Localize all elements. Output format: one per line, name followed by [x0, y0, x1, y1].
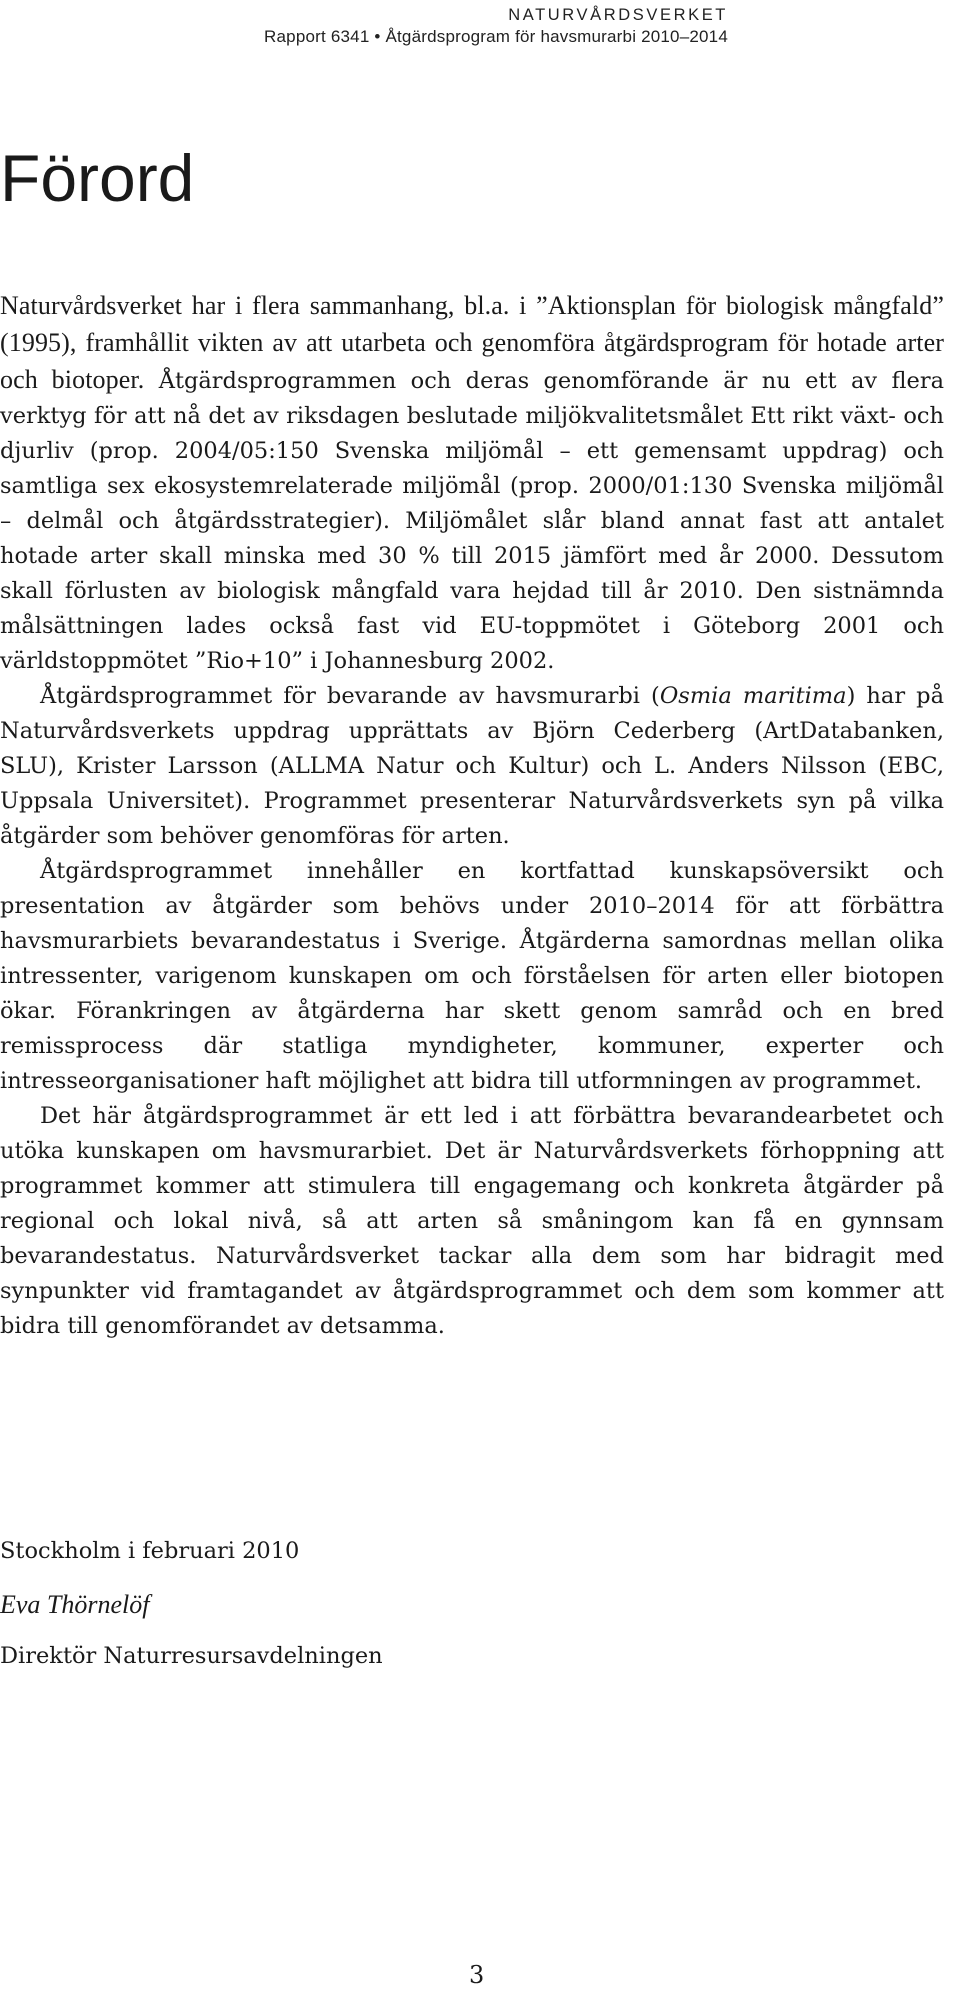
foreword-body	[0, 288, 944, 1344]
signatory-name: Eva Thörnelöf	[0, 1590, 150, 1619]
paragraph-2-after: ) har på Naturvårdsverkets uppdrag upprättats av Björn Cederberg (ArtDatabanken, SLU), Krister Larsson (ALLMA Natur och Kultur) och L. Anders Nilsson (EBC, Uppsala Universitet). Programmet presenterar Naturvårdsverkets syn på vilka åtgärder som behöver genomföras för arten.	[0, 683, 944, 849]
paragraph-3: Åtgärdsprogrammet innehåller en kortfattad kunskapsöversikt och presentation av åtgärder som behövs under 2010–2014 för att förbättra havsmurarbiets bevarandestatus i Sverige. Åtgärderna samordnas mellan olika intressenter, varigenom kunskapen om och förståelsen för arten eller biotopen ökar. Förankringen av åtgärderna har skett genom samråd och en bred remissprocess där statliga myndigheter, kommuner, experter och intresseorganisationer haft möjlighet att bidra till utformningen av programmet.	[0, 858, 944, 1094]
running-header	[264, 4, 728, 48]
species-name: Osmia maritima	[659, 683, 847, 709]
paragraph-1-text: Åtgärdsprogrammen och deras genomförande är nu ett av flera verktyg för att nå det av riksdagen beslutade miljökvalitetsmålet Ett rikt växt- och djurliv (prop. 2004/05:150 Svenska miljömål – ett gemensamt uppdrag) och samtliga sex ekosystemrelaterade miljömål (prop. 2000/01:130 Svenska miljömål – delmål och åtgärdsstrategier). Miljömålet slår bland annat fast att antalet hotade arter skall minska med 30 % till 2015 jämfört med år 2000. Dessutom skall förlusten av biologisk mångfald vara hejdad till år 2010. Den sistnämnda målsättningen lades också fast vid EU-toppmötet i Göteborg 2001 och världstoppmötet ”Rio+10” i Johannesburg 2002.	[0, 368, 944, 674]
paragraph-1-lead: Naturvårdsverket har i flera sammanhang, bl.a. i ”Aktionsplan för biologisk mångfald” (1995), framhållit vikten av att utarbeta och genomföra åtgärdsprogram för hotade arter och biotoper.	[0, 291, 944, 394]
page-title: Förord	[0, 141, 195, 215]
report-line: Rapport 6341 • Åtgärdsprogram för havsmurarbi 2010–2014	[264, 27, 728, 46]
place-and-date: Stockholm i februari 2010	[0, 1538, 300, 1564]
paragraph-2-before: Åtgärdsprogrammet för bevarande av havsmurarbi (	[40, 683, 660, 709]
page-number: 3	[469, 1961, 485, 1989]
paragraph-4: Det här åtgärdsprogrammet är ett led i att förbättra bevarandearbetet och utöka kunskapen om havsmurarbiet. Det är Naturvårdsverkets förhoppning att programmet kommer att stimulera till engagemang och konkreta åtgärder på regional och lokal nivå, så att arten så småningom kan få en gynnsam bevarandestatus. Naturvårdsverket tackar alla dem som har bidragit med synpunkter vid framtagandet av åtgärdsprogrammet och dem som kommer att bidra till genomförandet av detsamma.	[0, 1103, 944, 1339]
paragraph-1	[0, 288, 944, 679]
publisher-name: NATURVÅRDSVERKET	[508, 6, 728, 24]
paragraph-2	[0, 679, 944, 854]
signatory-role: Direktör Naturresursavdelningen	[0, 1643, 383, 1669]
signature-block	[0, 1537, 383, 1670]
